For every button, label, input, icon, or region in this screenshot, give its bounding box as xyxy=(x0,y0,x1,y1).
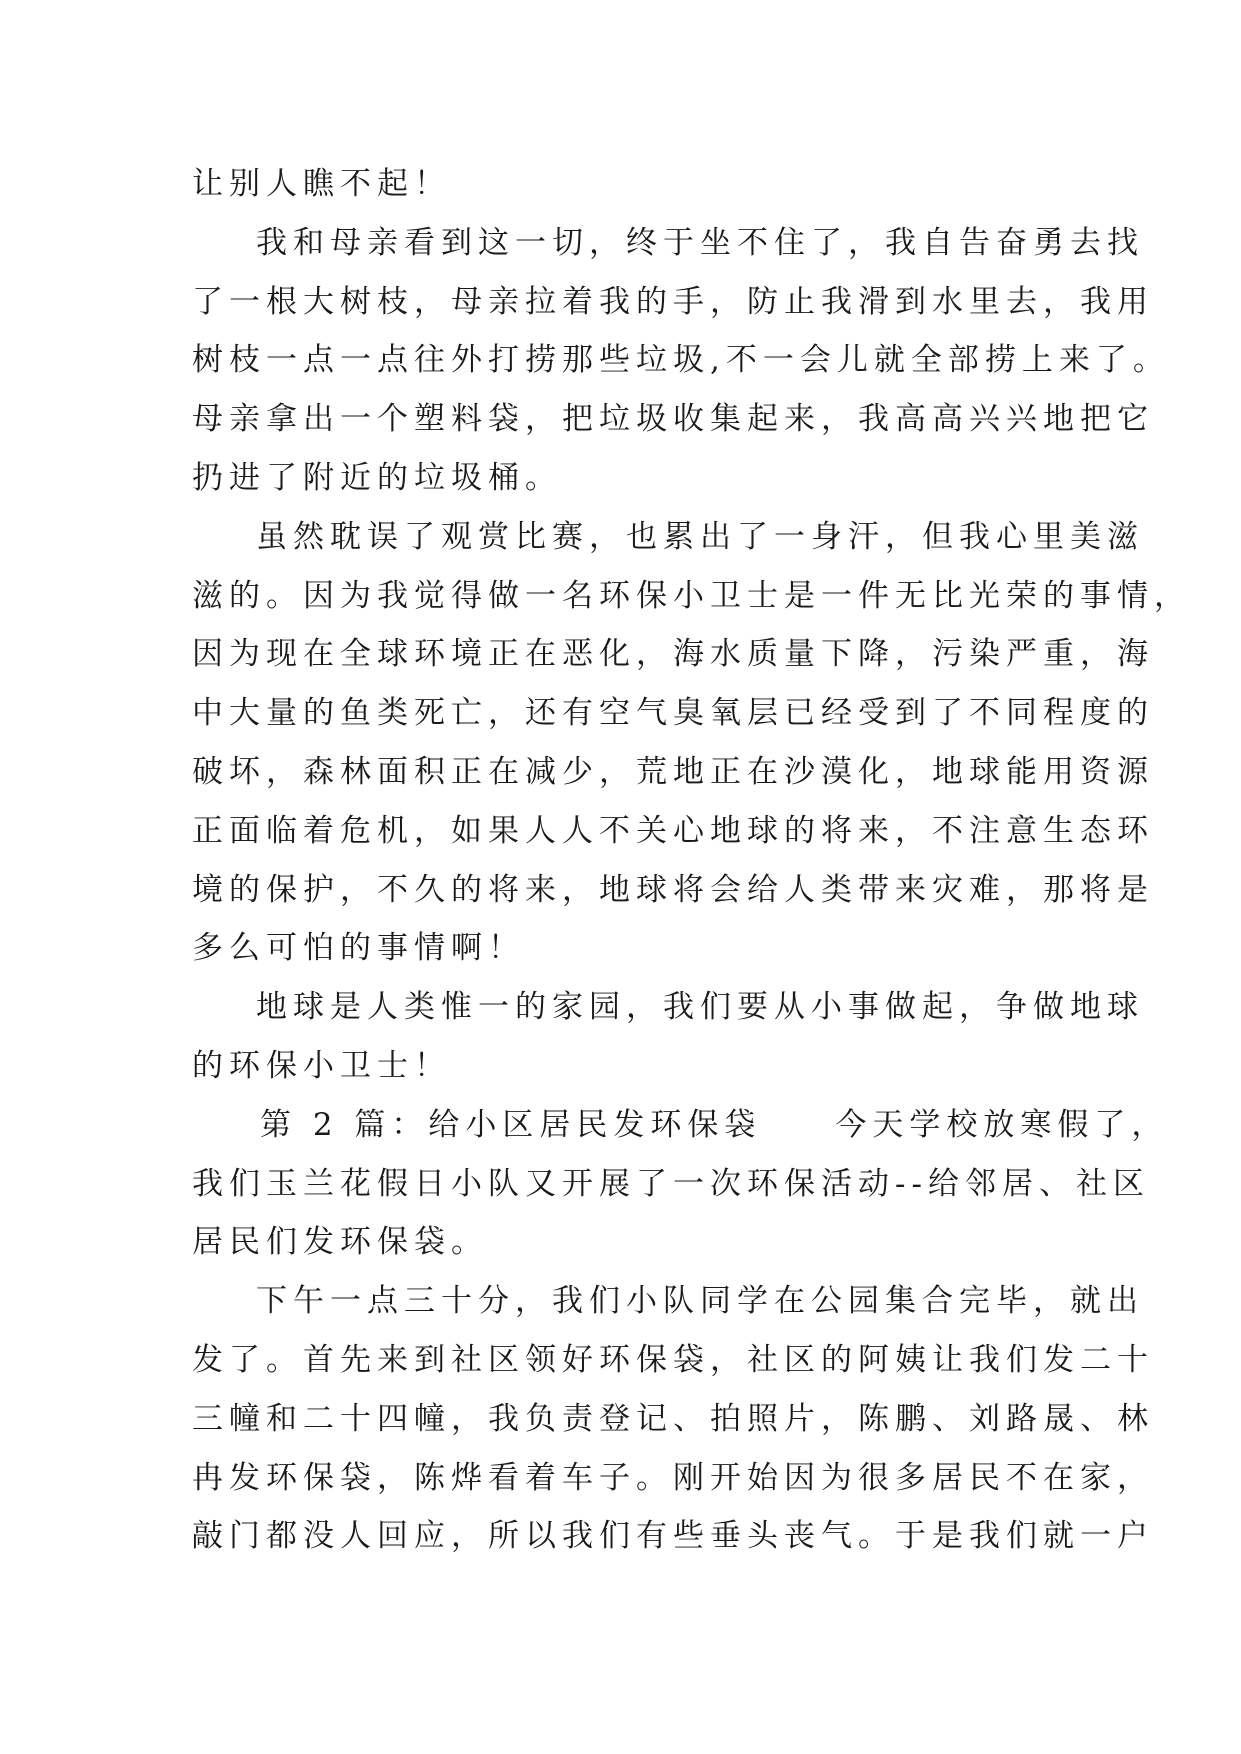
section-heading-line: 第 2 篇：给小区居民发环保袋 今天学校放寒假了， xyxy=(260,1106,1169,1143)
text-line: 地球是人类惟一的家园，我们要从小事做起，争做地球 xyxy=(256,989,1144,1026)
text-line: 我们玉兰花假日小队又开展了一次环保活动--给邻居、社区 xyxy=(192,1165,1150,1202)
text-line: 冉发环保袋，陈烨看着车子。刚开始因为很多居民不在家， xyxy=(192,1459,1154,1496)
text-line: 正面临着危机，如果人人不关心地球的将来，不注意生态环 xyxy=(192,812,1154,849)
text-line: 发了。首先来到社区领好环保袋，社区的阿姨让我们发二十 xyxy=(192,1341,1154,1378)
text-line: 中大量的鱼类死亡，还有空气臭氧层已经受到了不同程度的 xyxy=(192,695,1154,732)
text-line: 让别人瞧不起！ xyxy=(192,166,451,202)
text-line: 三幢和二十四幢，我负责登记、拍照片，陈鹏、刘路晟、林 xyxy=(192,1400,1154,1437)
text-line: 因为现在全球环境正在恶化，海水质量下降，污染严重，海 xyxy=(192,636,1154,673)
text-line: 树枝一点一点往外打捞那些垃圾,不一会儿就全部捞上来了。 xyxy=(192,342,1170,379)
text-line: 破坏，森林面积正在减少，荒地正在沙漠化，地球能用资源 xyxy=(192,753,1154,790)
document-page xyxy=(192,155,1191,1566)
text-line: 我和母亲看到这一切，终于坐不住了，我自告奋勇去找 xyxy=(256,224,1144,261)
text-line: 敲门都没人回应，所以我们有些垂头丧气。于是我们就一户 xyxy=(192,1518,1154,1555)
text-line: 多么可怕的事情啊！ xyxy=(192,930,525,967)
text-line: 滋的。因为我觉得做一名环保小卫士是一件无比光荣的事情， xyxy=(192,577,1191,614)
text-line: 居民们发环保袋。 xyxy=(192,1224,488,1261)
text-line: 的环保小卫士！ xyxy=(192,1047,451,1084)
text-line: 下午一点三十分，我们小队同学在公园集合完毕，就出 xyxy=(256,1283,1144,1320)
text-line: 境的保护，不久的将来，地球将会给人类带来灾难，那将是 xyxy=(192,871,1154,908)
text-line: 了一根大树枝，母亲拉着我的手，防止我滑到水里去，我用 xyxy=(192,283,1154,320)
text-line: 扔进了附近的垃圾桶。 xyxy=(192,459,562,496)
text-line: 虽然耽误了观赏比赛，也累出了一身汗，但我心里美滋 xyxy=(256,518,1144,555)
text-line: 母亲拿出一个塑料袋，把垃圾收集起来，我高高兴兴地把它 xyxy=(192,401,1154,438)
